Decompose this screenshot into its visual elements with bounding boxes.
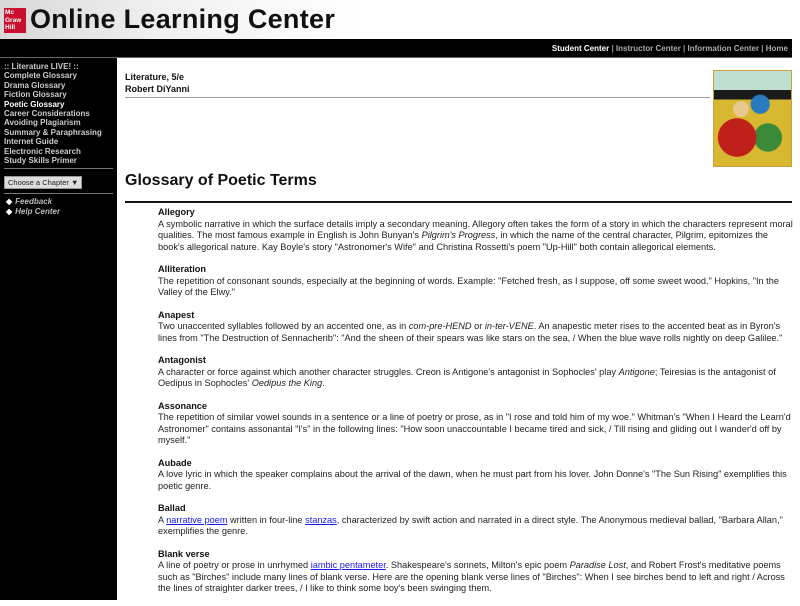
italic-text: Paradise Lost [569,560,626,570]
sidebar-item-internet-guide[interactable]: Internet Guide [4,137,59,147]
sidebar-link-feedback[interactable] [4,197,113,207]
glossary-definition [158,321,794,344]
glossary-term: Alliteration [158,264,206,274]
bullet-icon: ◆ [6,197,13,207]
sidebar-item-poetic-glossary[interactable]: Poetic Glossary [4,99,65,109]
glossary-definition [158,560,794,595]
sidebar-item-career-considerations[interactable]: Career Considerations [4,109,90,119]
nav-separator: | [680,44,688,53]
book-info [125,71,190,95]
italic-text: Pilgrim's Progress [421,230,496,240]
divider [4,193,113,194]
sidebar-item-complete-glossary[interactable]: Complete Glossary [4,71,77,81]
sidebar-item-study-skills-primer[interactable]: Study Skills Primer [4,156,77,166]
italic-text: Oedipus the King [251,378,323,388]
glossary-term: Anapest [158,309,195,320]
nav-link-instructor-center[interactable]: Instructor Center [615,44,681,53]
nav-separator: | [759,44,766,53]
chapter-select[interactable]: Choose a Chapter ▼ [4,176,82,189]
glossary-link[interactable]: narrative poem [166,514,228,525]
book-author: Robert DiYanni [125,84,190,94]
divider [4,168,113,169]
glossary-entry [158,549,794,595]
definition-text: . An anapestic meter rises to the accented beat as in Byron's lines from "The Destruction of Sennacherib": "And the sheen of their spears was like stars on the sea, / When the blue wave rolls nightly on deep Galilee." [158,321,783,343]
definition-text: , and Robert Frost's meditative poems such as "Birches" include many lines of blank verse. Here are the opening blank verse lines of "Birches": When I see birches bend to left and right / Across the lines of straighter darker trees, / I like to think some boy's been swinging them. [158,560,785,593]
book-cover-image [713,70,792,167]
sidebar [0,58,117,600]
site-header [0,0,800,39]
glossary-link[interactable]: iambic pentameter [310,560,386,570]
definition-text: A symbolic narrative in which the surface details imply a secondary meaning. Allegory often takes the form of a story in which the characters represent moral qualities. The most famous example in English is John Bunyan's [158,218,793,240]
definition-text: or [471,321,485,331]
glossary-entry [158,207,794,253]
glossary-definition [158,515,794,538]
bullet-icon: ◆ [6,207,13,217]
glossary-entry [158,503,794,538]
definition-text: . Shakespeare's sonnets, Milton's epic poem [385,560,570,570]
glossary-definition [158,469,794,492]
definition-text: ; Teiresias is the antagonist of Oedipus in Sophocles' [158,366,776,388]
nav-link-student-center[interactable]: Student Center [551,44,610,53]
definition-text: A love lyric in which the speaker complains about the arrival of the dawn, when he must part from his lover. John Donne's "The Sun Rising" exemplifies this poetic genre. [158,469,787,491]
definition-text: A line of poetry or prose in unrhymed [158,560,311,570]
glossary-entry [158,458,794,493]
sidebar-item-fiction-glossary[interactable]: Fiction Glossary [4,90,67,100]
definition-text: , in which the name of the central character, Pilgrim, epitomizes the book's allegorical nature. Kay Boyle's story "Astronomer's Wife" and Christina Rossetti's poem "Up-Hill" both contain allegorical elements. [158,230,769,252]
mcgraw-hill-logo[interactable]: Mc Graw Hill [4,8,26,33]
glossary-definition [158,412,794,447]
divider [125,97,710,98]
glossary-term: Allegory [158,207,195,217]
sidebar-item-drama-glossary[interactable]: Drama Glossary [4,80,66,90]
site-title: Online Learning Center [30,4,336,34]
glossary-entry [158,310,794,345]
definition-text: A [158,514,167,525]
link-label: Feedback [15,197,53,207]
glossary-link[interactable]: stanzas [305,514,337,525]
sidebar-item-summary-paraphrasing[interactable]: Summary & Paraphrasing [4,127,102,137]
glossary-definition [158,219,794,254]
definition-text: The repetition of consonant sounds, especially at the beginning of words. Example: "Fetched fresh, as I suppose, off some sweet wood." Hopkins, "In the Valley of the Elwy." [158,275,779,297]
glossary-term: Aubade [158,457,192,468]
link-label: Help Center [15,207,61,217]
italic-text: Antigone [618,366,655,377]
sidebar-item-literature-live: :: Literature LIVE! :: [4,62,79,71]
glossary-entry [158,355,794,390]
glossary-definition [158,276,794,299]
glossary-term: Antagonist [158,355,206,365]
definition-text: Two unaccented syllables followed by an accented one, as in [158,321,409,331]
glossary-term: Blank verse [158,548,210,559]
definition-text: written in four-line [227,514,306,525]
nav-link-home[interactable]: Home [765,44,788,53]
italic-text: in-ter-VENE [484,321,534,331]
glossary-entry [158,401,794,447]
definition-text: A character or force against which another character struggles. Creon is Antigone's antagonist in Sophocles' play [158,366,619,377]
glossary-definition [158,367,794,390]
book-title: Literature, 5/e [125,72,185,82]
glossary-term: Assonance [158,400,208,411]
sidebar-item-avoiding-plagiarism[interactable]: Avoiding Plagiarism [4,118,81,128]
nav-separator: | [609,44,616,53]
sidebar-link-help-center[interactable] [4,207,113,217]
nav-link-information-center[interactable]: Information Center [687,44,760,53]
divider [125,201,792,203]
definition-text: . [322,378,325,388]
definition-text: , characterized by swift action and narrated in a direct style. The Anonymous medieval ballad, "Barbara Allan," exemplifies the genre. [158,514,783,536]
sidebar-item-electronic-research[interactable]: Electronic Research [4,146,81,156]
page-title: Glossary of Poetic Terms [125,172,317,189]
glossary-term: Ballad [158,503,186,513]
glossary-list [158,207,794,606]
glossary-entry [158,264,794,299]
top-nav [0,39,792,58]
italic-text: com-pre-HEND [408,321,472,331]
definition-text: The repetition of similar vowel sounds in a sentence or a line of poetry or prose, as in "I rose and told him of my woe." Whitman's "When I Heard the Learn'd Astronomer" contains assonantal "I's" in the following lines: "How soon unaccountable I became tired and sick, / Till rising and gliding out I wander'd off by myself." [158,412,791,445]
